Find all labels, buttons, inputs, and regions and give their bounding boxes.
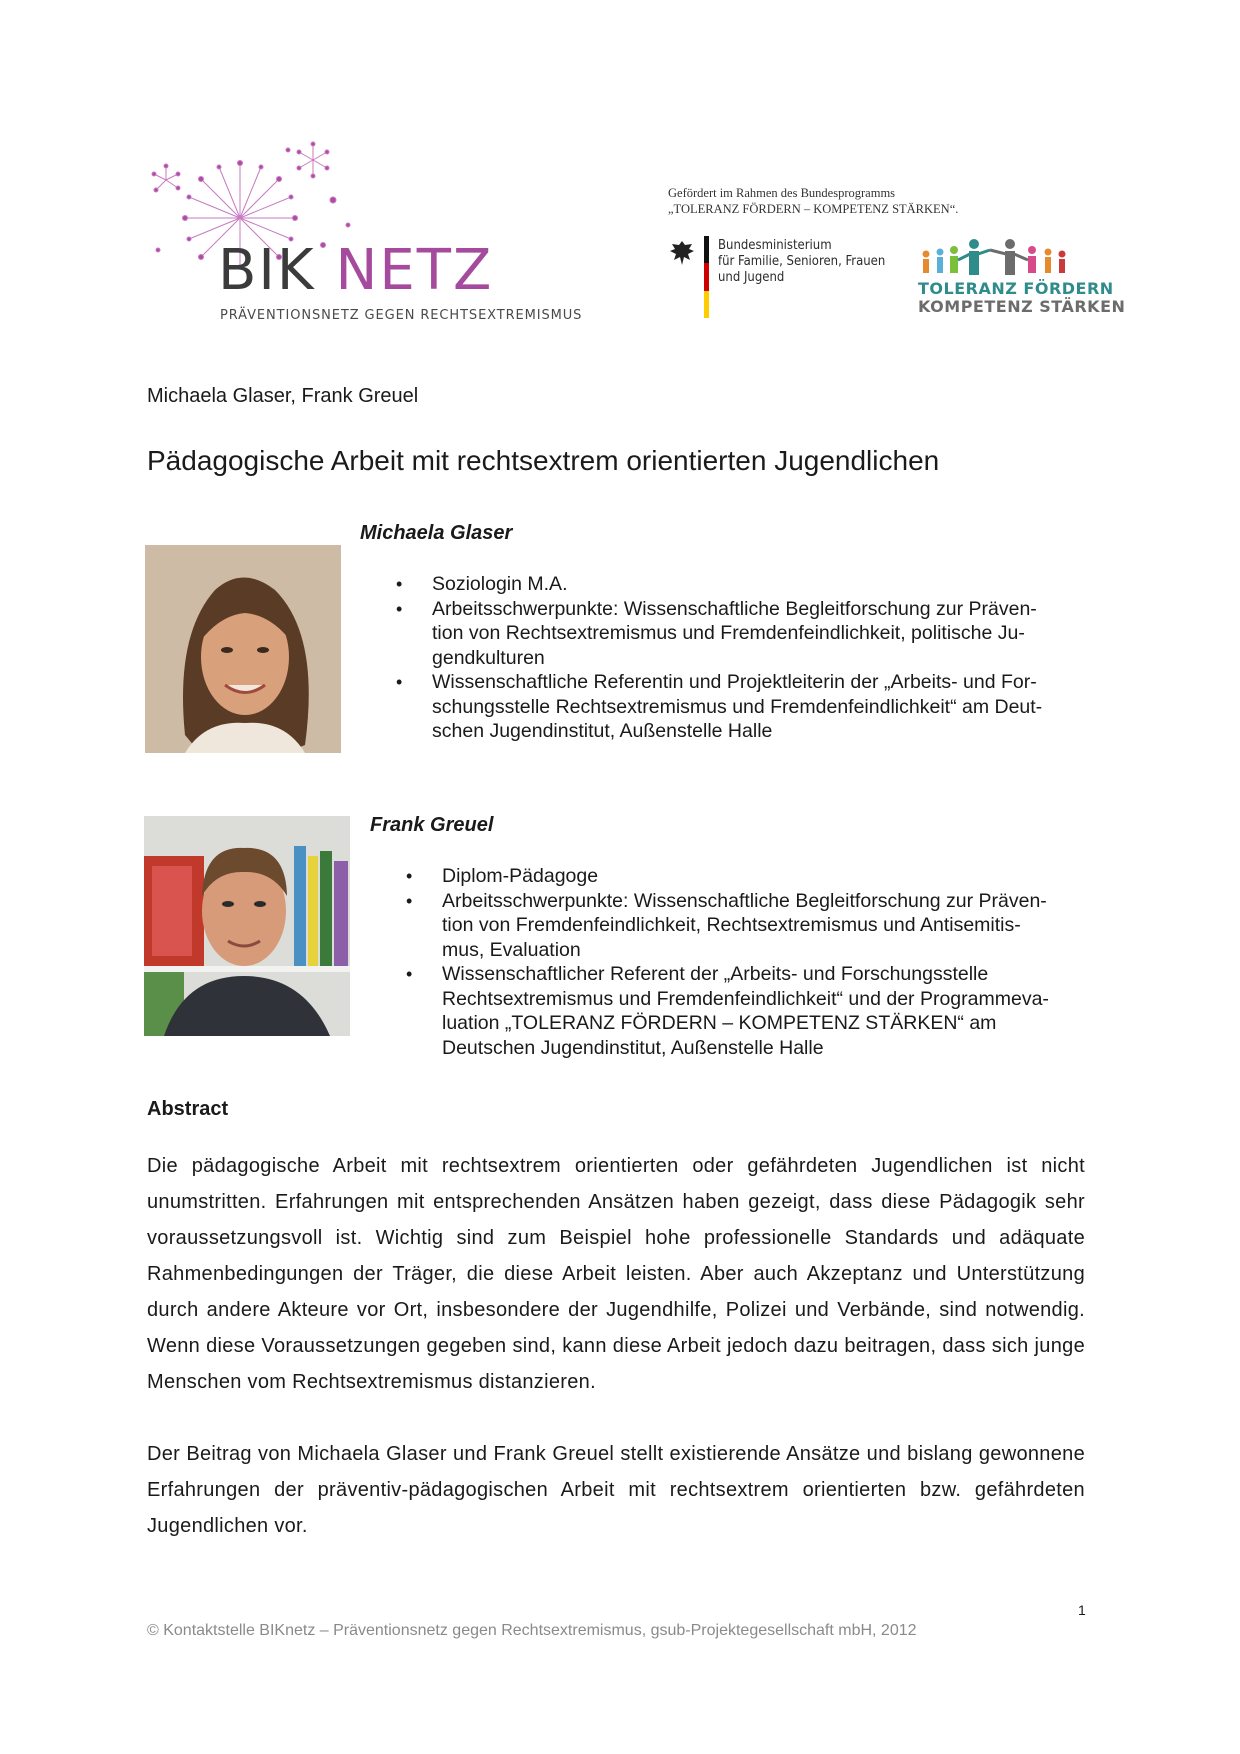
federal-eagle-icon [668,238,696,268]
biknetz-wordmark: BIK NETZ [218,238,494,303]
bio-item: • Arbeitsschwerpunkte: Wissenschaftliche Begleitforschung zur Präven- tion von Fremdenfeindlichkeit, Rechtsextremismus und Antisemitis- mus, Evaluation [442,889,1102,963]
bio-list-glaser [432,572,1102,744]
michaela-glaser-photo [145,545,341,753]
bio-item: • Arbeitsschwerpunkte: Wissenschaftliche Begleitforschung zur Präven- tion von Rechtsextremismus und Fremdenfeindlichkeit, politische Ju- gendkulturen [432,597,1102,671]
portrait-man-icon [144,816,350,1036]
frank-greuel-photo [144,816,350,1036]
biknetz-subtitle: PRÄVENTIONSNETZ GEGEN RECHTSEXTREMISMUS [220,308,583,323]
german-flag-bar [704,236,709,318]
document-title: Pädagogische Arbeit mit rechtsextrem orientierten Jugendlichen [147,445,940,476]
biknetz-logo [148,140,588,330]
bio-list-greuel [442,864,1102,1060]
funding-line-2: „TOLERANZ FÖRDERN – KOMPETENZ STÄRKEN“. [668,202,959,216]
footer-copyright: © Kontaktstelle BIKnetz – Präventionsnetz gegen Rechtsextremismus, gsub-Projektegesellschaft mbH, 2012 [147,1622,917,1639]
page-number: 1 [1078,1602,1086,1618]
funding-block [668,186,1126,326]
toleranz-logo-text: TOLERANZ FÖRDERN KOMPETENZ STÄRKEN [918,279,1126,316]
bio-item: • Soziologin M.A. [432,572,1102,597]
funding-line-1: Gefördert im Rahmen des Bundesprogramms [668,186,896,200]
profile-name-greuel: Frank Greuel [370,814,494,836]
authors-line: Michaela Glaser, Frank Greuel [147,385,419,407]
people-figures-icon [918,238,1088,280]
profile-name-glaser: Michaela Glaser [360,522,513,544]
portrait-woman-icon [145,545,341,753]
bio-item: • Wissenschaftliche Referentin und Projektleiterin der „Arbeits- und For- schungsstelle Rechtsextremismus und Fremdenfeindlichkeit“ am Deut- schen Jugendinstitut, Außenstelle Halle [432,670,1102,744]
ministry-name: Bundesministerium für Familie, Senioren, Frauen und Jugend [718,238,886,285]
abstract-paragraph-2: Der Beitrag von Michaela Glaser und Frank Greuel stellt existierende Ansätze und bislang gewonnene Erfahrungen der präventiv-pädagogischen Arbeit mit rechtsextrem orientierten bzw. gefährdeten Jugendlichen vor. [147,1443,1085,1537]
abstract-paragraph-1: Die pädagogische Arbeit mit rechtsextrem orientierten oder gefährdeten Jugendlichen ist nicht unumstritten. Erfahrungen mit entsprechenden Ansätzen haben gezeigt, dass diese Pädagogik sehr voraussetzungsvoll ist. Wichtig sind zum Beispiel hohe professionelle Standards und adäquate Rahmenbedingungen der Träger, die diese Arbeit leisten. Aber auch Akzeptanz und Unterstützung durch andere Akteure vor Ort, insbesondere der Jugendhilfe, Polizei und Verbände, sind notwendig. Wenn diese Voraussetzungen gegeben sind, kann diese Arbeit jedoch dazu beitragen, dass sich junge Menschen vom Rechtsextremismus distanzieren. [147,1155,1085,1393]
bio-item: • Wissenschaftlicher Referent der „Arbeits- und Forschungsstelle Rechtsextremismus und Fremdenfeindlichkeit“ und der Programmeva- luation „TOLERANZ FÖRDERN – KOMPETENZ STÄRKEN“ am Deutschen Jugendinstitut, Außenstelle Halle [442,962,1102,1060]
bio-item: • Diplom-Pädagoge [442,864,1102,889]
abstract-heading: Abstract [147,1098,229,1120]
